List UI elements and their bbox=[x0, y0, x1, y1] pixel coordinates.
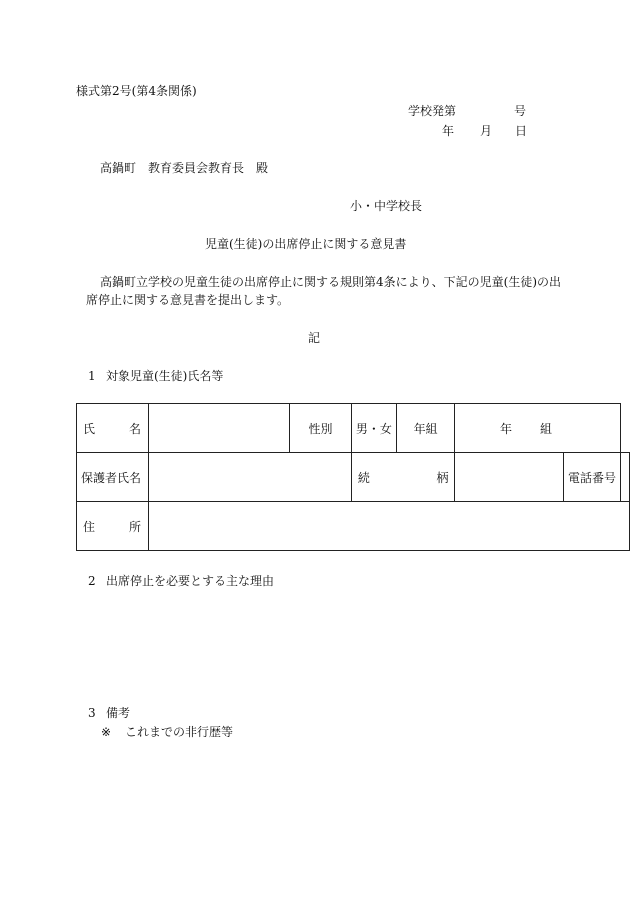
date-day-label: 日 bbox=[515, 124, 528, 138]
gender-label: 性別 bbox=[290, 404, 352, 453]
relation-label: 続 柄 bbox=[351, 453, 455, 502]
grade-year-label: 年 bbox=[499, 421, 512, 436]
student-info-table bbox=[76, 403, 630, 551]
gender-choice[interactable]: 男・女 bbox=[351, 404, 396, 453]
document-number-suffix: 号 bbox=[514, 104, 527, 118]
grade-label: 年組 bbox=[396, 404, 455, 453]
date-year-label: 年 bbox=[442, 124, 455, 138]
body-text-line-2: 席停止に関する意見書を提出します。 bbox=[86, 293, 290, 307]
note-text: これまでの非行歴等 bbox=[125, 725, 234, 739]
section-3-title: 備考 bbox=[106, 706, 131, 720]
form-number: 様式第2号(第4条関係) bbox=[76, 84, 197, 98]
name-field[interactable] bbox=[148, 404, 289, 453]
name-label: 氏 名 bbox=[77, 404, 149, 453]
guardian-name-label: 保護者氏名 bbox=[77, 453, 149, 502]
guardian-name-field[interactable] bbox=[148, 453, 351, 502]
section-3-number: 3 bbox=[88, 706, 96, 720]
table-row-name bbox=[77, 404, 630, 453]
section-1-title: 対象児童(生徒)氏名等 bbox=[106, 369, 224, 383]
address-label: 住 所 bbox=[77, 502, 149, 551]
table-row-guardian bbox=[77, 453, 630, 502]
phone-label: 電話番号 bbox=[563, 453, 620, 502]
section-2-number: 2 bbox=[88, 574, 96, 588]
note-mark: ※ bbox=[101, 725, 112, 739]
grade-class-label: 組 bbox=[539, 421, 552, 436]
date-month-label: 月 bbox=[480, 124, 493, 138]
phone-field[interactable] bbox=[621, 453, 630, 502]
table-row-address bbox=[77, 502, 630, 551]
relation-field[interactable] bbox=[455, 453, 564, 502]
ki-heading: 記 bbox=[308, 331, 321, 345]
document-number-prefix: 学校発第 bbox=[408, 104, 457, 118]
addressee: 高鍋町 教育委員会教育長 殿 bbox=[100, 161, 269, 175]
section-1-number: 1 bbox=[88, 369, 96, 383]
section-2-title: 出席停止を必要とする主な理由 bbox=[106, 574, 275, 588]
sender: 小・中学校長 bbox=[350, 199, 423, 213]
body-text-line-1: 高鍋町立学校の児童生徒の出席停止に関する規則第4条により、下記の児童(生徒)の出 bbox=[100, 275, 562, 289]
document-title: 児童(生徒)の出席停止に関する意見書 bbox=[205, 237, 407, 251]
grade-field[interactable] bbox=[455, 404, 621, 453]
address-field[interactable] bbox=[148, 502, 629, 551]
